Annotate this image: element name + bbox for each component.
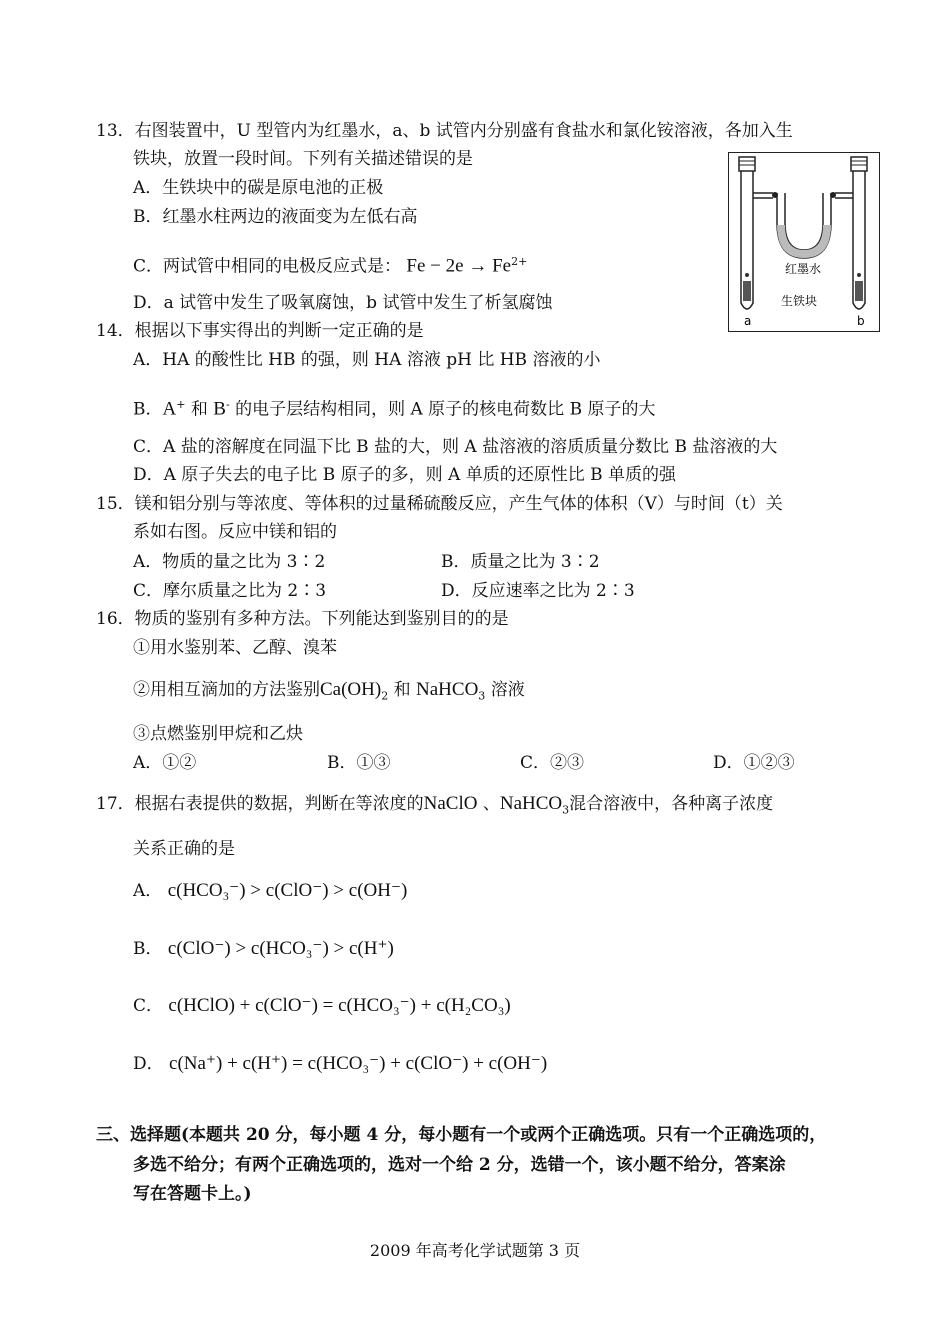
q17-option-b: B． c(ClO⁻) > c(HCO₃⁻) > c(H⁺) bbox=[133, 938, 394, 959]
q16-option-b: B．①③ bbox=[327, 753, 391, 773]
q14-option-c: C．A 盐的溶解度在同温下比 B 盐的大，则 A 盐溶液的溶质质量分数比 B 盐溶液的大 bbox=[133, 437, 778, 457]
q15-option-c: C．摩尔质量之比为 2∶3 bbox=[133, 581, 327, 601]
q14-stem: 14．根据以下事实得出的判断一定正确的是 bbox=[96, 321, 424, 341]
q14-option-b: B．A+ 和 B- 的电子层结构相同，则 A 原子的核电荷数比 B 原子的大 bbox=[133, 398, 656, 420]
q15-option-b: B．质量之比为 3∶2 bbox=[441, 552, 600, 572]
q13-option-b: B．红墨水柱两边的液面变为左低右高 bbox=[133, 207, 418, 227]
section3-line1: 三、选择题(本题共 20 分，每小题 4 分，每小题有一个或两个正确选项。只有一个正确选项的， bbox=[96, 1125, 827, 1145]
q16-option-a: A．①② bbox=[133, 753, 197, 773]
q15-option-a: A．物质的量之比为 3∶2 bbox=[133, 552, 326, 572]
q13-option-a: A．生铁块中的碳是原电池的正极 bbox=[133, 178, 384, 198]
q15-line1: 15．镁和铝分别与等浓度、等体积的过量稀硫酸反应，产生气体的体积（V）与时间（t）关 bbox=[96, 494, 783, 514]
label-tube-a: a bbox=[744, 314, 752, 328]
q15-line2: 系如右图。反应中镁和铝的 bbox=[133, 522, 337, 542]
q17-option-a: A． c(HCO₃⁻) > c(ClO⁻) > c(OH⁻) bbox=[133, 880, 408, 901]
label-tube-b: b bbox=[857, 314, 865, 328]
q17-option-c: C． c(HClO) + c(ClO⁻) = c(HCO₃⁻) + c(H₂CO₃) bbox=[133, 995, 511, 1016]
label-iron-block: 生铁块 bbox=[781, 294, 818, 308]
q13-option-c: C．两试管中相同的电极反应式是： $Fe - 2e \to Fe^{2+}$ bbox=[133, 255, 528, 277]
q16-item-2: ②用相互滴加的方法鉴别$Ca(OH)_2$ 和 NaHCO$_3$ 溶液 bbox=[133, 679, 525, 703]
q17-line2: 关系正确的是 bbox=[133, 839, 235, 859]
q13-line2: 铁块，放置一段时间。下列有关描述错误的是 bbox=[133, 149, 473, 169]
section3-line2: 多选不给分；有两个正确选项的，选对一个给 2 分，选错一个，该小题不给分，答案涂 bbox=[133, 1155, 786, 1175]
section3-line3: 写在答题卡上。) bbox=[133, 1184, 252, 1204]
q17-line1: 17．根据右表提供的数据，判断在等浓度的NaClO 、NaHCO$_3$混合溶液中，各种离子浓度 bbox=[96, 793, 774, 817]
u-tube-figure bbox=[728, 152, 880, 332]
label-red-ink: 红墨水 bbox=[785, 262, 822, 276]
q13-option-d: D．a 试管中发生了吸氧腐蚀，b 试管中发生了析氢腐蚀 bbox=[133, 293, 553, 313]
q17-option-d: D． c(Na⁺) + c(H⁺) = c(HCO₃⁻) + c(ClO⁻) + c(OH⁻) bbox=[133, 1053, 548, 1074]
q16-item-3: ③点燃鉴别甲烷和乙炔 bbox=[133, 724, 303, 744]
u-tube-diagram bbox=[729, 153, 879, 331]
q16-item-1: ①用水鉴别苯、乙醇、溴苯 bbox=[133, 638, 337, 658]
q16-option-d: D．①②③ bbox=[713, 753, 795, 773]
q16-option-c: C．②③ bbox=[520, 753, 585, 773]
q14-option-d: D．A 原子失去的电子比 B 原子的多，则 A 单质的还原性比 B 单质的强 bbox=[133, 465, 676, 485]
page-footer: 2009 年高考化学试题第 3 页 bbox=[369, 1241, 581, 1260]
q16-stem: 16．物质的鉴别有多种方法。下列能达到鉴别目的的是 bbox=[96, 609, 509, 629]
q15-option-d: D．反应速率之比为 2∶3 bbox=[441, 581, 635, 601]
q13-line1: 13．右图装置中，U 型管内为红墨水，a、b 试管内分别盛有食盐水和氯化铵溶液，各加入生 bbox=[96, 121, 793, 141]
q14-option-a: A．HA 的酸性比 HB 的强，则 HA 溶液 pH 比 HB 溶液的小 bbox=[133, 350, 601, 370]
